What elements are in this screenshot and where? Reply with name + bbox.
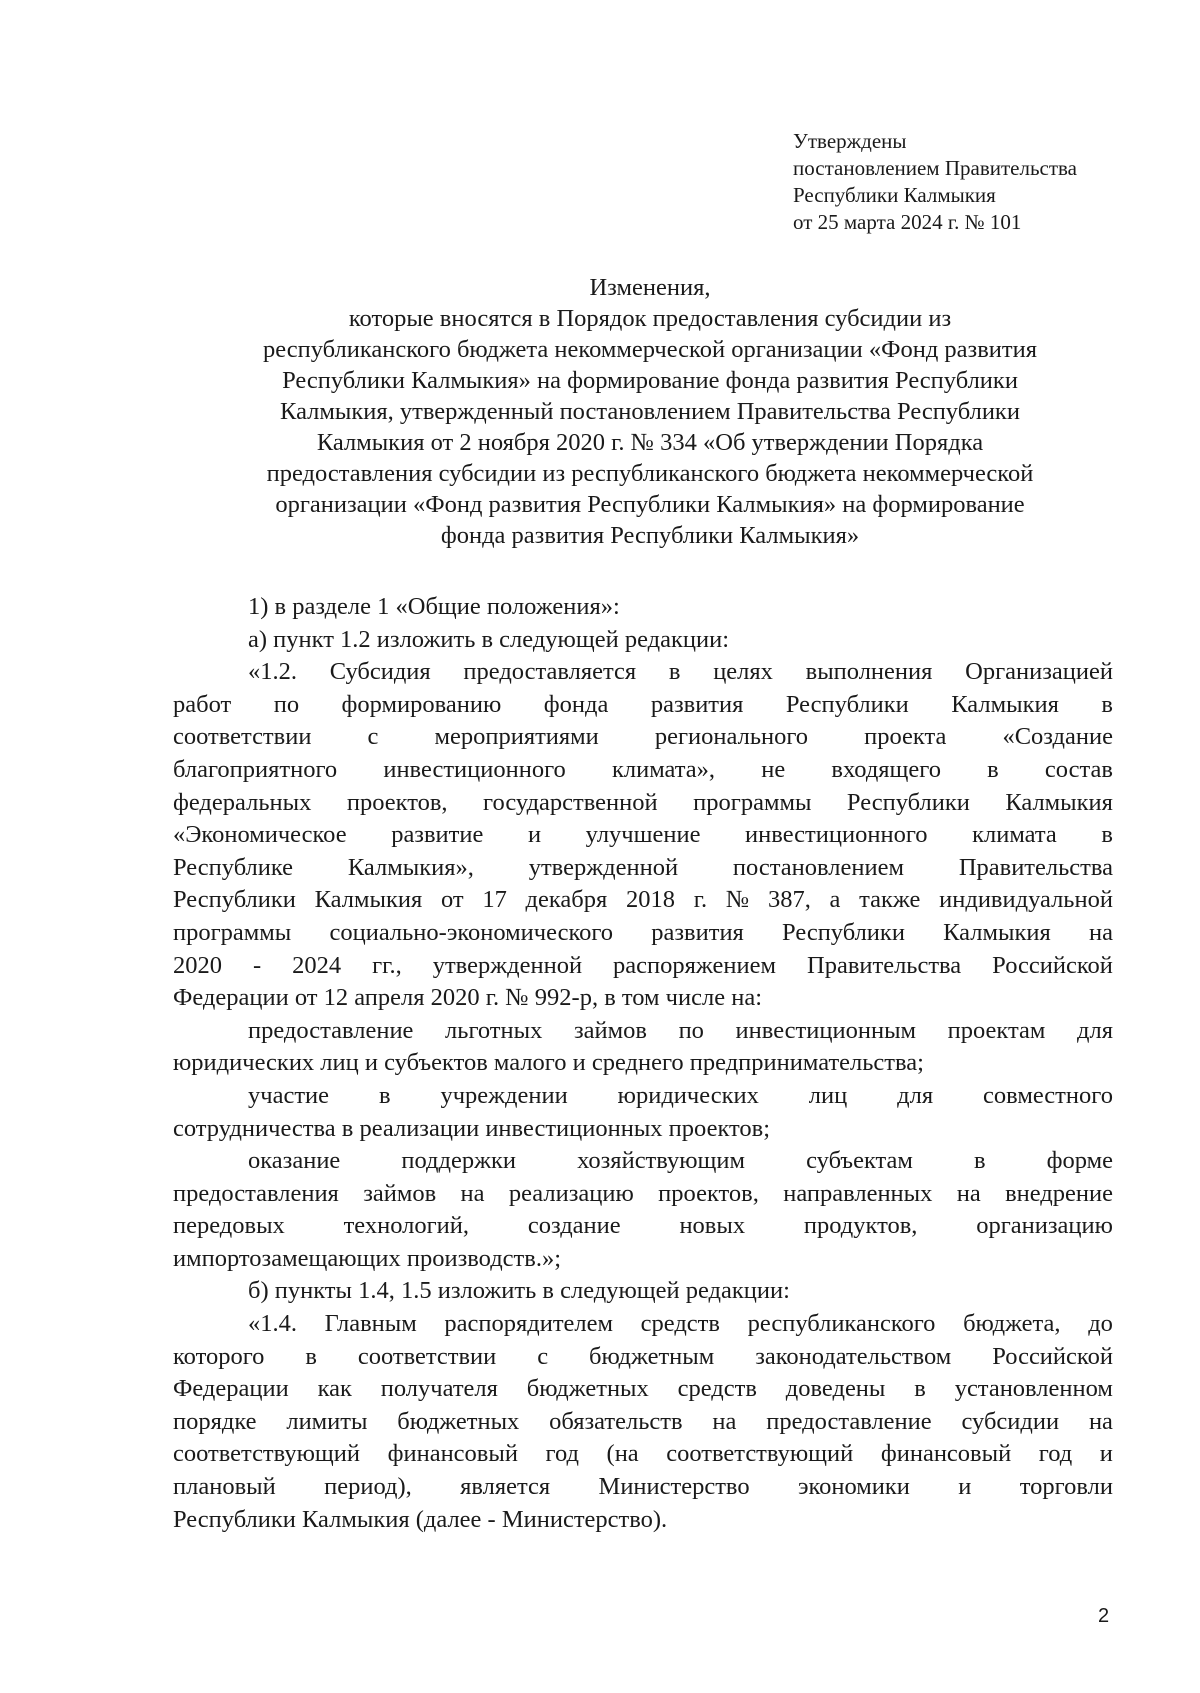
word: «Создание <box>1002 723 1113 751</box>
word: также <box>859 886 921 914</box>
word: год <box>1038 1440 1073 1468</box>
list-item <box>173 1015 1113 1080</box>
word: в <box>914 1375 926 1403</box>
item-a: а) пункт 1.2 изложить в следующей редакции: <box>248 625 730 653</box>
text-line <box>173 1080 1113 1113</box>
word: Федерации <box>173 1375 289 1403</box>
word: Министерство <box>598 1473 750 1501</box>
word: Калмыкия», <box>347 853 474 881</box>
word: в <box>973 1147 986 1175</box>
word: организацию <box>976 1212 1113 1240</box>
word: в <box>1101 690 1113 718</box>
word: инвестиционного <box>383 755 566 783</box>
approval-stamp <box>793 128 1077 236</box>
word: обязательств <box>549 1407 683 1435</box>
word: экономики <box>797 1473 910 1501</box>
word: мероприятиями <box>434 723 599 751</box>
word: в <box>668 658 681 686</box>
document-title <box>185 272 1115 551</box>
approval-line: Утверждены <box>793 129 907 153</box>
word: предоставляется <box>463 658 637 686</box>
word: а <box>829 886 841 914</box>
list-item <box>173 1080 1113 1145</box>
word: входящего <box>831 755 941 783</box>
word: является <box>460 1473 551 1501</box>
word: которого <box>173 1342 265 1370</box>
word: 2020 <box>173 951 222 979</box>
word: программы <box>173 918 292 946</box>
text-line <box>173 754 1113 787</box>
text-line: Республики Калмыкия (далее - Министерство). <box>173 1505 668 1533</box>
word: бюджетных <box>526 1375 649 1403</box>
word: г. <box>693 886 708 914</box>
word: установленном <box>954 1375 1113 1403</box>
word: утвержденной <box>528 853 679 881</box>
word: Правительства <box>807 951 962 979</box>
word: продуктов, <box>803 1212 918 1240</box>
word: «Экономическое <box>173 821 347 849</box>
text-line <box>173 852 1113 885</box>
word: Калмыкия <box>951 690 1059 718</box>
word: 387, <box>767 886 811 914</box>
text-line <box>173 1015 1113 1048</box>
word: инвестиционным <box>735 1016 917 1044</box>
word: распорядителем <box>444 1310 614 1338</box>
word: Калмыкия <box>943 918 1051 946</box>
word: финансовый <box>880 1440 1012 1468</box>
word: учреждении <box>440 1081 568 1109</box>
word: займов <box>363 1179 437 1207</box>
word: не <box>761 755 786 783</box>
word: Республики <box>846 788 970 816</box>
word: совместного <box>983 1081 1113 1109</box>
title-heading: Изменения, <box>589 274 711 301</box>
word: федеральных <box>173 788 312 816</box>
word: предоставление <box>248 1016 414 1044</box>
text-line <box>173 656 1113 689</box>
word: Республики <box>173 886 296 914</box>
text-line <box>173 1210 1113 1243</box>
item-b: б) пункты 1.4, 1.5 изложить в следующей редакции: <box>248 1277 790 1305</box>
text-line <box>173 884 1113 917</box>
word: реализацию <box>508 1179 634 1207</box>
word: субъектам <box>806 1147 913 1175</box>
word: развития <box>651 918 744 946</box>
text-line <box>173 1406 1113 1439</box>
word: получателя <box>380 1375 498 1403</box>
word: с <box>367 723 379 751</box>
word: и <box>1099 1440 1113 1468</box>
word: 17 <box>482 886 507 914</box>
word: Республике <box>173 853 294 881</box>
word: состав <box>1044 755 1113 783</box>
word: год <box>545 1440 579 1468</box>
text-line: юридических лиц и субъектов малого и среднего предпринимательства; <box>173 1049 924 1077</box>
list-item <box>173 1145 1113 1275</box>
word: работ <box>173 690 232 718</box>
text-line <box>173 819 1113 852</box>
word: (на <box>606 1440 639 1468</box>
text-line <box>173 1145 1113 1178</box>
word: внедрение <box>1005 1179 1113 1207</box>
text-line: импортозамещающих производств.»; <box>173 1244 562 1272</box>
word: программы <box>693 788 812 816</box>
word: на <box>712 1407 737 1435</box>
text-line <box>173 950 1113 983</box>
word: распоряжением <box>613 951 777 979</box>
section-heading: 1) в разделе 1 «Общие положения»: <box>248 593 620 620</box>
word: средств <box>677 1375 757 1403</box>
word: Российской <box>992 1342 1113 1370</box>
page-number: 2 <box>1098 1605 1110 1627</box>
word: благоприятного <box>173 755 338 783</box>
title-line: республиканского бюджета некоммерческой организации «Фонд развития <box>263 336 1037 363</box>
word: проектам <box>947 1016 1046 1044</box>
word: от <box>440 886 464 914</box>
word: новых <box>679 1212 746 1240</box>
approval-line: Республики Калмыкия <box>793 183 996 207</box>
title-line: Республики Калмыкия» на формирование фонда развития Республики <box>282 367 1018 394</box>
word: целях <box>713 658 773 686</box>
word: финансовый <box>387 1440 518 1468</box>
word: на <box>1088 918 1113 946</box>
word: государственной <box>483 788 658 816</box>
word: регионального <box>654 723 809 751</box>
word: № <box>725 886 750 914</box>
word: - <box>252 951 262 979</box>
word: с <box>537 1342 549 1370</box>
word: юридических <box>617 1081 759 1109</box>
word: для <box>897 1081 934 1109</box>
word: проектов, <box>658 1179 759 1207</box>
document-body <box>173 591 1113 1536</box>
word: «1.4. <box>248 1310 297 1338</box>
word: порядке <box>173 1407 257 1435</box>
word: до <box>1088 1310 1113 1338</box>
word: формированию <box>341 690 502 718</box>
word: постановлением <box>732 853 904 881</box>
word: для <box>1077 1016 1113 1044</box>
title-line: которые вносятся в Порядок предоставления субсидии из <box>348 305 952 332</box>
paragraph-1-4 <box>173 1308 1113 1536</box>
title-line: организации «Фонд развития Республики Калмыкия» на формирование <box>275 491 1025 518</box>
word: в <box>1101 821 1113 849</box>
word: развития <box>650 690 744 718</box>
word: технологий, <box>343 1212 470 1240</box>
word: республиканского <box>747 1310 936 1338</box>
title-line: фонда развития Республики Калмыкия» <box>440 522 860 549</box>
word: в <box>987 755 999 783</box>
word: соответствии <box>173 723 312 751</box>
word: 2024 <box>292 951 342 979</box>
word: соответствующий <box>666 1440 854 1468</box>
word: инвестиционного <box>745 821 928 849</box>
text-line <box>173 1308 1113 1341</box>
word: на <box>956 1179 981 1207</box>
word: создание <box>527 1212 621 1240</box>
word: Калмыкия <box>1005 788 1113 816</box>
word: и <box>958 1473 972 1501</box>
word: займов <box>573 1016 647 1044</box>
word: как <box>317 1375 352 1403</box>
text-line: Федерации от 12 апреля 2020 г. № 992-р, в том числе на: <box>173 984 763 1012</box>
word: Республики <box>785 690 909 718</box>
word: законодательством <box>755 1342 952 1370</box>
word: хозяйствующим <box>577 1147 746 1175</box>
text-line <box>173 787 1113 820</box>
word: соответствующий <box>173 1440 361 1468</box>
word: Главным <box>324 1310 417 1338</box>
word: в <box>305 1342 317 1370</box>
word: бюджета, <box>963 1310 1061 1338</box>
word: передовых <box>173 1212 285 1240</box>
word: лимиты <box>286 1407 368 1435</box>
word: бюджетных <box>397 1407 520 1435</box>
word: субсидии <box>961 1407 1060 1435</box>
text-line: сотрудничества в реализации инвестиционных проектов; <box>173 1114 771 1142</box>
word: форме <box>1046 1147 1113 1175</box>
text-line <box>173 1373 1113 1406</box>
word: Российской <box>992 951 1113 979</box>
word: утвержденной <box>432 951 583 979</box>
text-line <box>173 721 1113 754</box>
title-line: предоставления субсидии из республиканского бюджета некоммерческой <box>266 460 1034 487</box>
word: улучшение <box>585 821 701 849</box>
word: оказание <box>248 1147 341 1175</box>
text-line <box>173 917 1113 950</box>
word: гг., <box>372 951 402 979</box>
word: «1.2. <box>248 658 297 686</box>
word: на <box>1088 1407 1113 1435</box>
word: выполнения <box>805 658 933 686</box>
text-line <box>173 1471 1113 1504</box>
word: проекта <box>864 723 947 751</box>
title-line: Калмыкия от 2 ноября 2020 г. № 334 «Об утверждении Порядка <box>316 429 984 456</box>
word: предоставления <box>173 1179 339 1207</box>
text-line <box>173 689 1113 722</box>
word: Калмыкия <box>314 886 423 914</box>
word: в <box>378 1081 391 1109</box>
approval-line: от 25 марта 2024 г. № 101 <box>793 210 1022 234</box>
word: социально-экономического <box>329 918 614 946</box>
word: поддержки <box>401 1147 517 1175</box>
word: Правительства <box>958 853 1113 881</box>
word: по <box>273 690 300 718</box>
text-line <box>173 1178 1113 1211</box>
word: участие <box>248 1081 330 1109</box>
title-line: Калмыкия, утвержденный постановлением Правительства Республики <box>280 398 1020 425</box>
approval-line: постановлением Правительства <box>793 156 1078 180</box>
word: Республики <box>782 918 905 946</box>
word: торговли <box>1019 1473 1113 1501</box>
word: по <box>678 1016 704 1044</box>
word: декабря <box>525 886 608 914</box>
word: льготных <box>445 1016 543 1044</box>
word: климата <box>972 821 1057 849</box>
word: предоставление <box>766 1407 932 1435</box>
word: индивидуальной <box>939 886 1113 914</box>
word: климата», <box>611 755 716 783</box>
word: на <box>460 1179 485 1207</box>
word: фонда <box>543 690 609 718</box>
word: период), <box>324 1473 412 1501</box>
text-line <box>173 1341 1113 1374</box>
word: 2018 <box>625 886 675 914</box>
word: проектов, <box>346 788 448 816</box>
word: доведены <box>785 1375 886 1403</box>
text-line <box>173 1438 1113 1471</box>
word: направленных <box>783 1179 933 1207</box>
word: Субсидия <box>329 658 431 686</box>
paragraph-1-2 <box>173 656 1113 1015</box>
word: и <box>527 821 542 849</box>
word: соответствии <box>357 1342 497 1370</box>
word: плановый <box>173 1473 276 1501</box>
word: Организацией <box>965 658 1113 686</box>
word: бюджетным <box>589 1342 715 1370</box>
word: лиц <box>808 1081 848 1109</box>
word: средств <box>640 1310 720 1338</box>
word: развитие <box>391 821 484 849</box>
